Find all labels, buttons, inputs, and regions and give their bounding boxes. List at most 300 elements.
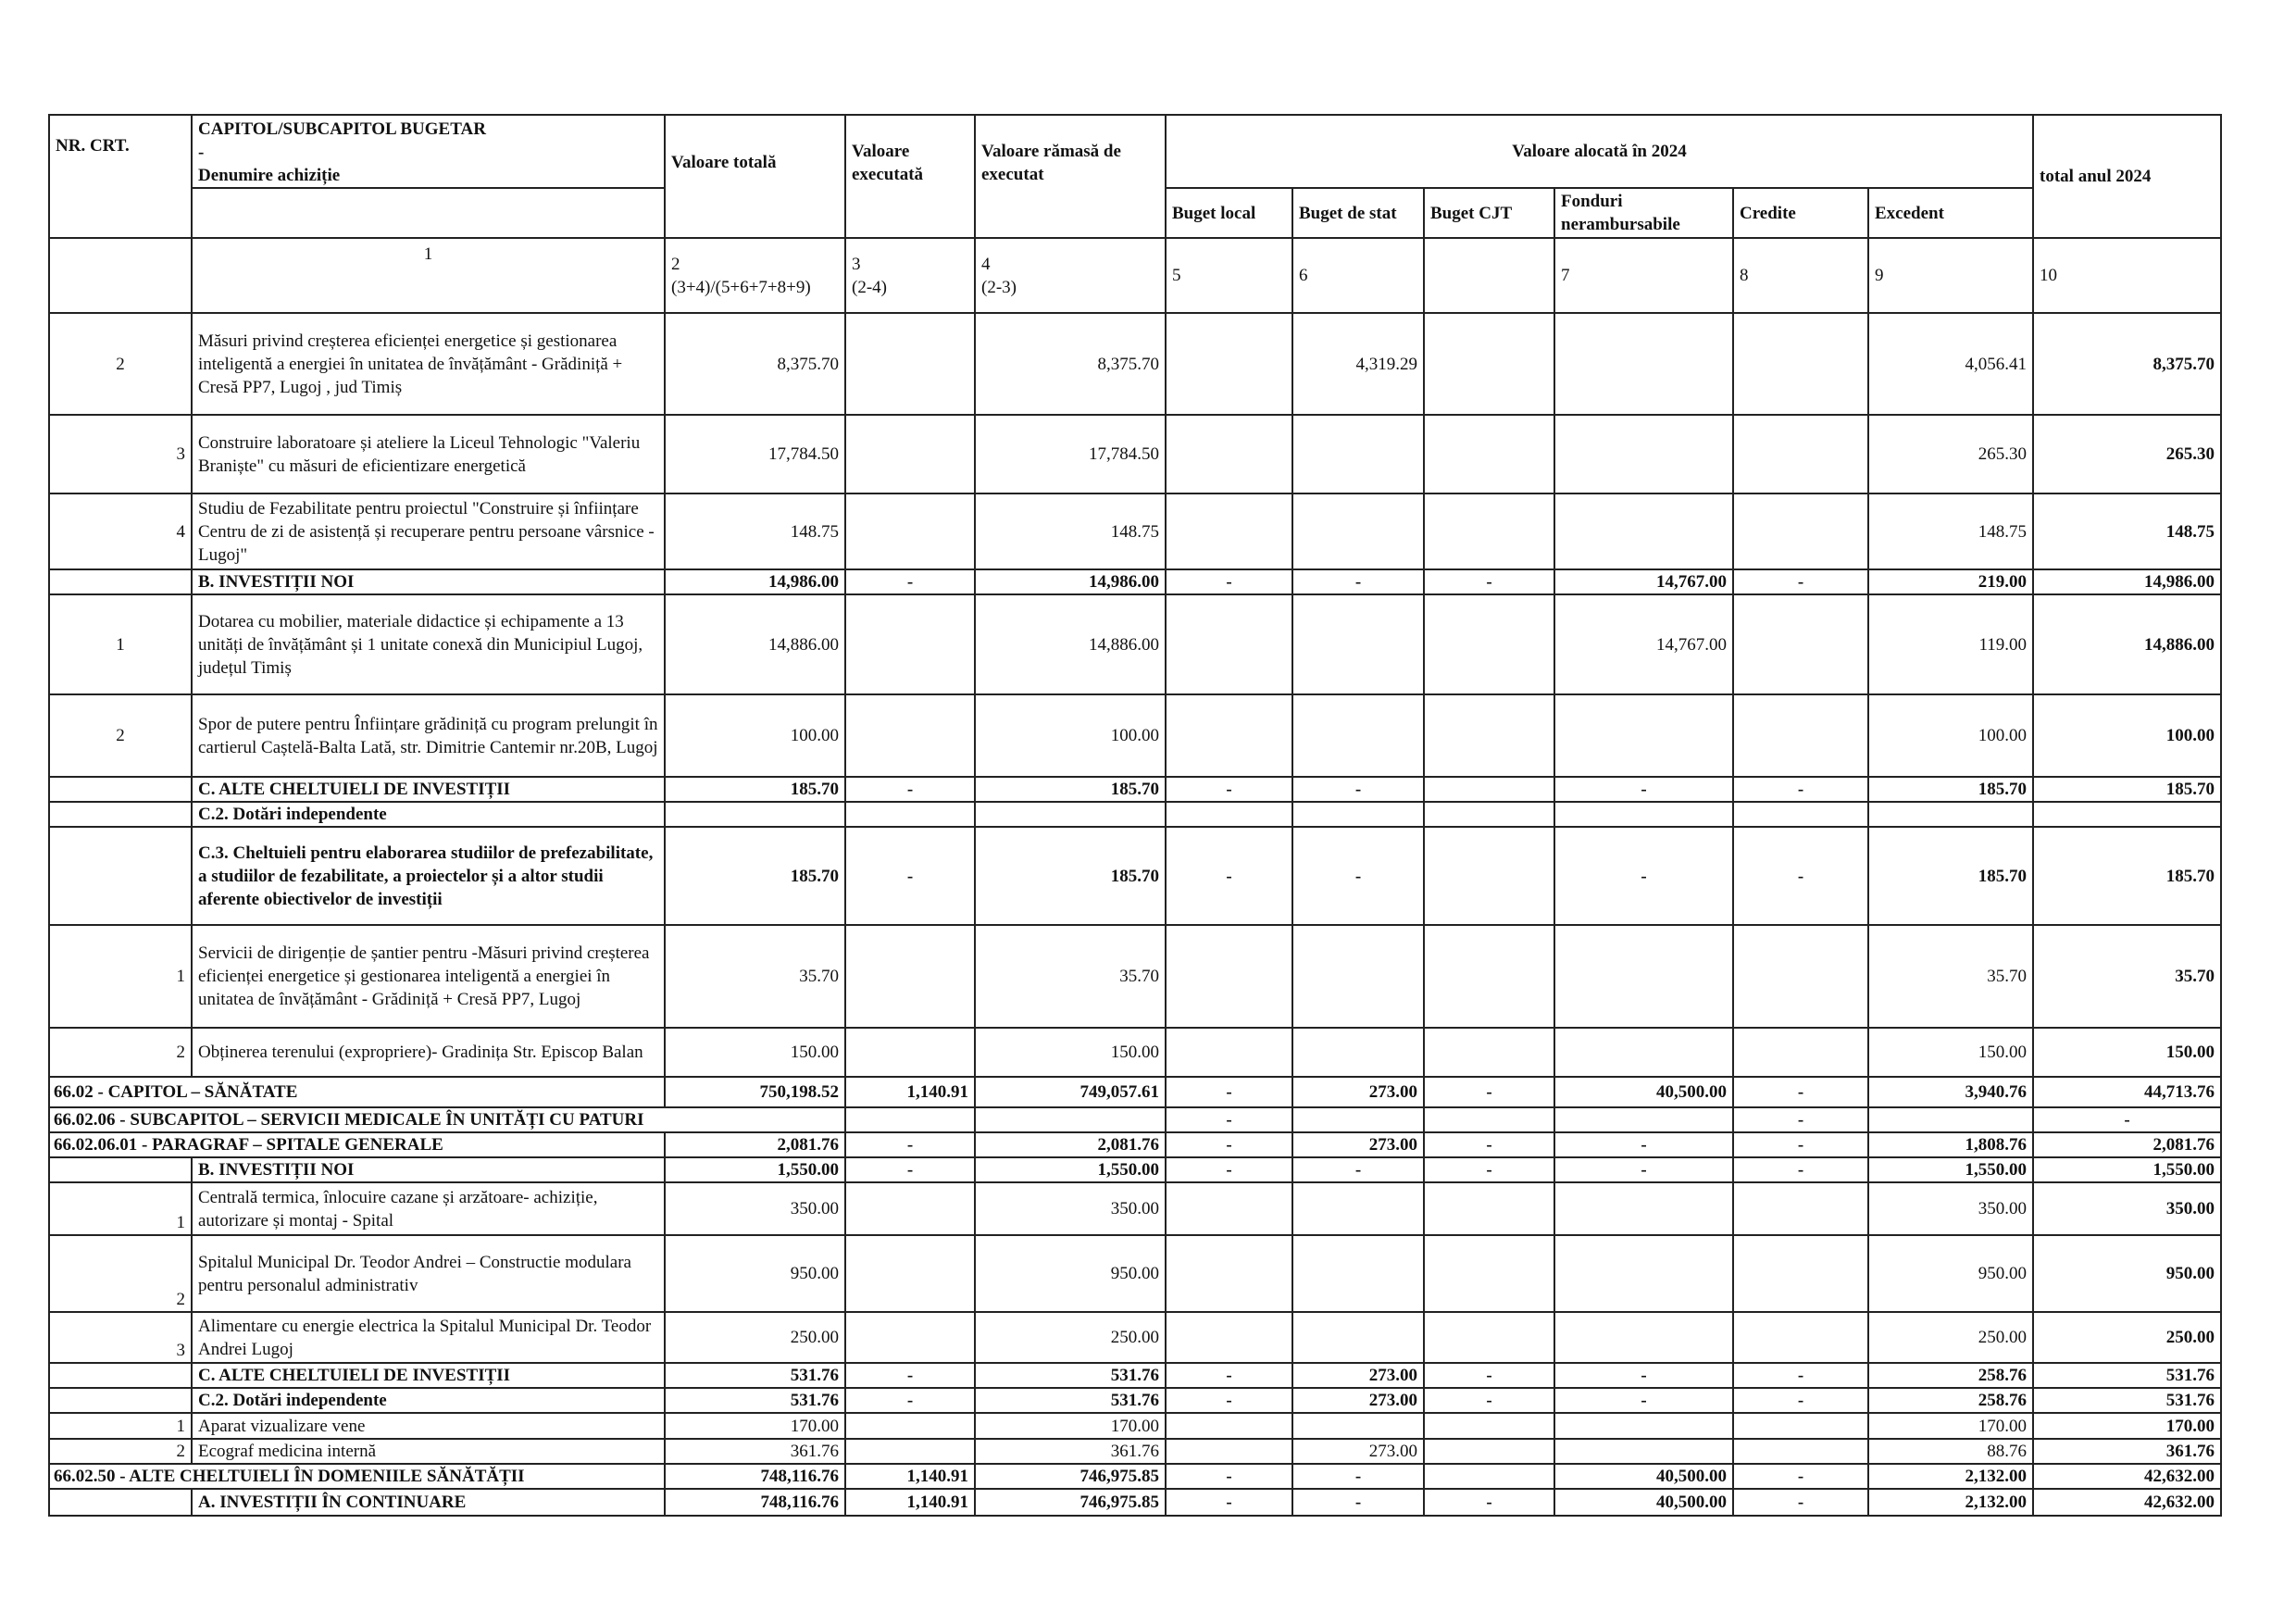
excedent-cell [1868,1028,2033,1077]
excedent-cell [1868,1413,2033,1439]
nr-crt-cell [49,1489,192,1516]
valoare-totala-cell [665,925,845,1028]
valoare-ramasa-cell-value: 531.76 [1110,1366,1159,1385]
credite-cell-value: - [1797,1135,1804,1155]
excedent-cell-value: 3,940.76 [1965,1082,2028,1102]
total-anul-2024-cell-value: 531.76 [2165,1391,2215,1410]
table-row [49,1413,2221,1439]
valoare-ramasa-cell [975,777,1166,802]
nr-crt-cell-value: 1 [176,1213,185,1232]
credite-cell [1733,1028,1868,1077]
buget-de-stat-cell [1292,1077,1424,1107]
buget-cjt-cell [1424,827,1554,925]
buget-local-cell [1166,313,1292,415]
valoare-ramasa-cell [975,1439,1166,1464]
valoare-ramasa-cell [975,1388,1166,1413]
buget-de-stat-cell [1292,493,1424,569]
fonduri-nerambursabile-cell [1554,802,1733,827]
buget-cjt-cell-value: - [1486,572,1492,592]
valoare-totala-cell [665,1413,845,1439]
credite-cell-value: - [1797,1110,1804,1130]
valoare-ramasa-cell [975,1413,1166,1439]
buget-cjt-cell [1424,493,1554,569]
valoare-totala-cell [665,777,845,802]
total-anul-2024-cell-value: 42,632.00 [2144,1493,2215,1512]
header-credite [1733,188,1868,238]
nr-crt-cell [49,415,192,493]
denumire-cell [192,694,665,777]
denumire-cell [192,313,665,415]
credite-cell [1733,1489,1868,1516]
buget-local-cell-value: - [1226,1467,1232,1486]
valoare-executata-cell [845,1363,975,1388]
fonduri-nerambursabile-cell [1554,777,1733,802]
nr-crt-cell [49,1413,192,1439]
fonduri-nerambursabile-cell [1554,1439,1733,1464]
denumire-cell-value: B. INVESTIȚII NOI [198,572,355,592]
total-anul-2024-cell-value: 265.30 [2165,444,2215,464]
fonduri-nerambursabile-cell [1554,1312,1733,1363]
buget-cjt-cell [1424,415,1554,493]
nr-crt-cell-value: 2 [176,1043,185,1062]
excedent-cell [1868,1157,2033,1182]
fonduri-nerambursabile-cell-value: 40,500.00 [1656,1082,1727,1102]
nr-crt-cell [49,1182,192,1235]
excedent-cell [1868,1107,2033,1132]
denumire-cell [192,1388,665,1413]
buget-local-cell [1166,1312,1292,1363]
table-row [49,1312,2221,1363]
buget-local-cell [1166,1132,1292,1157]
valoare-totala-cell [665,1439,845,1464]
credite-cell-value: - [1797,1160,1804,1180]
numbering-col5 [1166,238,1292,313]
nr-crt-cell [49,1028,192,1077]
total-anul-2024-cell [2033,802,2221,827]
excedent-cell-value: 148.75 [1978,521,2028,542]
valoare-executata-cell [845,1077,975,1107]
valoare-ramasa-cell [975,1028,1166,1077]
buget-de-stat-cell [1292,827,1424,925]
buget-de-stat-cell [1292,694,1424,777]
valoare-executata-cell [845,1464,975,1489]
denumire-cell-value: C.2. Dotări independente [198,1391,387,1410]
fonduri-nerambursabile-cell [1554,1413,1733,1439]
fonduri-nerambursabile-cell-value: 14,767.00 [1656,634,1727,655]
nr-crt-cell-value: 1 [176,967,185,986]
credite-cell [1733,827,1868,925]
header-valoare-alocata [1166,115,2033,188]
table-row [49,1439,2221,1464]
valoare-totala-cell [665,1028,845,1077]
fonduri-nerambursabile-cell-value: 40,500.00 [1656,1467,1727,1486]
excedent-cell-value: 185.70 [1978,780,2028,799]
buget-de-stat-cell [1292,415,1424,493]
buget-cjt-cell [1424,1413,1554,1439]
excedent-cell [1868,1489,2033,1516]
total-anul-2024-cell [2033,594,2221,694]
nr-crt-cell [49,827,192,925]
denumire-cell-value: C. ALTE CHELTUIELI DE INVESTIȚII [198,1366,511,1385]
valoare-totala-cell-value: 185.70 [790,780,839,799]
header-buget-local-label: Buget local [1172,203,1256,223]
total-anul-2024-cell-value: 42,632.00 [2144,1467,2215,1486]
buget-local-cell [1166,493,1292,569]
valoare-ramasa-cell-value: 749,057.61 [1079,1082,1159,1102]
excedent-cell [1868,1439,2033,1464]
total-anul-2024-cell [2033,1235,2221,1312]
valoare-executata-cell-value: - [906,1366,914,1385]
buget-de-stat-cell [1292,1157,1424,1182]
denumire-cell-value: Studiu de Fezabilitate pentru proiectul "Construire și înființare Centru de zi de asistență și recuperare pentru persoane vârsnice - Lugoj" [198,498,655,565]
buget-local-cell-value: - [1226,1160,1232,1180]
buget-de-stat-cell-value: 273.00 [1368,1135,1417,1155]
table-row [49,1107,2221,1132]
header-capitol-line1: CAPITOL/SUBCAPITOL BUGETAR [198,119,486,139]
numbering-col8-label: 8 [1740,266,1749,285]
numbering-col9 [1868,238,2033,313]
excedent-cell [1868,1077,2033,1107]
buget-cjt-cell-value: - [1486,1366,1492,1385]
fonduri-nerambursabile-cell [1554,1157,1733,1182]
numbering-col3-b: (2-4) [852,277,887,297]
total-anul-2024-cell-value: - [2124,1110,2130,1130]
fonduri-nerambursabile-cell [1554,1107,1733,1132]
valoare-totala-cell-value: 8,375.70 [777,354,839,374]
buget-de-stat-cell-value: 273.00 [1368,1391,1417,1410]
section-title-cell-value: 66.02.06.01 - PARAGRAF – SPITALE GENERALE [54,1135,443,1155]
buget-local-cell-value: - [1226,1110,1232,1130]
buget-local-cell [1166,1107,1292,1132]
fonduri-nerambursabile-cell [1554,569,1733,594]
total-anul-2024-cell [2033,925,2221,1028]
section-title-cell [49,1077,665,1107]
valoare-ramasa-cell [975,827,1166,925]
valoare-executata-cell [845,1413,975,1439]
section-title-cell-value: 66.02.50 - ALTE CHELTUIELI ÎN DOMENIILE SĂNĂTĂȚII [54,1467,525,1486]
total-anul-2024-cell-value: 361.76 [2165,1442,2215,1461]
fonduri-nerambursabile-cell-value: - [1641,1135,1647,1155]
valoare-totala-cell [665,415,845,493]
header-buget-de-stat-label: Buget de stat [1299,203,1397,223]
excedent-cell-value: 119.00 [1978,634,2028,655]
credite-cell [1733,925,1868,1028]
budget-table [48,114,2222,1517]
excedent-cell-value: 2,132.00 [1965,1467,2028,1486]
valoare-totala-cell-value: 17,784.50 [768,444,839,464]
total-anul-2024-cell-value: 950.00 [2165,1264,2215,1283]
buget-local-cell-value: - [1226,1082,1232,1102]
excedent-cell [1868,1388,2033,1413]
header-buget-local [1166,188,1292,238]
total-anul-2024-cell [2033,1132,2221,1157]
valoare-executata-cell [845,827,975,925]
total-anul-2024-cell [2033,1028,2221,1077]
excedent-cell-value: 265.30 [1978,444,2028,464]
total-anul-2024-cell-value: 35.70 [2175,967,2215,986]
denumire-cell [192,415,665,493]
total-anul-2024-cell [2033,415,2221,493]
valoare-executata-cell-value: - [906,780,914,799]
buget-de-stat-cell-value: 273.00 [1368,1082,1417,1102]
valoare-ramasa-cell [975,694,1166,777]
valoare-ramasa-cell [975,1182,1166,1235]
denumire-cell [192,1489,665,1516]
denumire-cell-value: C. ALTE CHELTUIELI DE INVESTIȚII [198,780,511,799]
valoare-ramasa-cell-value: 170.00 [1110,1416,1159,1436]
valoare-ramasa-cell-value: 100.00 [1110,726,1159,745]
valoare-ramasa-cell [975,1464,1166,1489]
valoare-ramasa-cell-value: 250.00 [1110,1328,1159,1347]
numbering-col5-label: 5 [1172,266,1181,285]
credite-cell [1733,1413,1868,1439]
denumire-cell-value: Aparat vizualizare vene [198,1416,366,1436]
numbering-col4-b: (2-3) [981,277,1017,297]
denumire-cell-value: Servicii de dirigenție de șantier pentru -Măsuri privind creșterea eficienței energetice și gestionarea inteligentă a energiei în unitatea de învățământ - Grădiniță + Cresă PP7, Lugoj [198,943,650,1009]
credite-cell [1733,569,1868,594]
valoare-totala-cell-value: 185.70 [790,866,839,886]
valoare-totala-cell-value: 748,116.76 [760,1493,839,1512]
header-nr-crt-label: NR. CRT. [56,136,130,156]
credite-cell [1733,1182,1868,1235]
fonduri-nerambursabile-cell [1554,594,1733,694]
credite-cell-value: - [1797,1493,1804,1512]
nr-crt-cell [49,802,192,827]
buget-cjt-cell [1424,1157,1554,1182]
total-anul-2024-cell-value: 250.00 [2165,1328,2215,1347]
total-anul-2024-cell [2033,1413,2221,1439]
valoare-executata-cell-value: - [906,1160,914,1180]
valoare-totala-cell [665,1388,845,1413]
fonduri-nerambursabile-cell [1554,827,1733,925]
section-title-cell-value: 66.02 - CAPITOL – SĂNĂTATE [54,1082,298,1102]
section-title-cell [49,1132,665,1157]
valoare-totala-cell [665,1182,845,1235]
nr-crt-cell [49,1388,192,1413]
valoare-totala-cell-value: 250.00 [790,1328,839,1347]
buget-de-stat-cell-value: - [1354,780,1362,799]
fonduri-nerambursabile-cell [1554,1235,1733,1312]
valoare-executata-cell [845,1312,975,1363]
total-anul-2024-cell-value: 14,886.00 [2144,634,2215,655]
excedent-cell [1868,493,2033,569]
table-row [49,925,2221,1028]
buget-local-cell [1166,1157,1292,1182]
total-anul-2024-cell-value: 8,375.70 [2152,354,2215,374]
buget-de-stat-cell-value: - [1354,866,1362,886]
header-total-anul [2033,115,2221,238]
excedent-cell [1868,1312,2033,1363]
denumire-cell [192,802,665,827]
valoare-totala-cell-value: 170.00 [790,1416,839,1436]
excedent-cell-value: 150.00 [1978,1043,2028,1062]
buget-de-stat-cell [1292,777,1424,802]
table-row [49,1077,2221,1107]
nr-crt-cell-value: 3 [176,444,185,464]
total-anul-2024-cell-value: 100.00 [2165,726,2215,745]
buget-cjt-cell-value: - [1486,1135,1492,1155]
buget-cjt-cell [1424,1363,1554,1388]
table-row [49,694,2221,777]
valoare-totala-cell [665,594,845,694]
fonduri-nerambursabile-cell [1554,925,1733,1028]
credite-cell [1733,1157,1868,1182]
valoare-totala-cell-value: 148.75 [790,521,839,542]
fonduri-nerambursabile-cell [1554,694,1733,777]
header-valoare-executata-label: Valoare executată [852,141,924,184]
buget-de-stat-cell [1292,569,1424,594]
numbering-col4 [975,238,1166,313]
buget-local-cell [1166,1363,1292,1388]
numbering-col3-a: 3 [852,254,861,274]
table-row [49,594,2221,694]
buget-cjt-cell [1424,694,1554,777]
buget-local-cell-value: - [1226,1135,1232,1155]
buget-local-cell [1166,802,1292,827]
valoare-ramasa-cell [975,594,1166,694]
valoare-executata-cell [845,1132,975,1157]
denumire-cell [192,777,665,802]
valoare-ramasa-cell-value: 185.70 [1110,866,1159,886]
valoare-totala-cell [665,1132,845,1157]
buget-local-cell [1166,594,1292,694]
total-anul-2024-cell-value: 170.00 [2165,1416,2215,1436]
buget-local-cell [1166,694,1292,777]
valoare-totala-cell-value: 748,116.76 [760,1467,839,1486]
buget-de-stat-cell [1292,1363,1424,1388]
numbering-col2-b: (3+4)/(5+6+7+8+9) [671,277,811,297]
buget-local-cell-value: - [1226,572,1232,592]
fonduri-nerambursabile-cell-value: - [1641,1391,1647,1410]
valoare-ramasa-cell-value: 746,975.85 [1079,1493,1159,1512]
valoare-ramasa-cell-value: 185.70 [1110,780,1159,799]
excedent-cell [1868,415,2033,493]
credite-cell [1733,1464,1868,1489]
buget-local-cell [1166,777,1292,802]
valoare-totala-cell-value: 2,081.76 [777,1135,839,1155]
credite-cell [1733,1363,1868,1388]
denumire-cell [192,569,665,594]
excedent-cell [1868,827,2033,925]
valoare-executata-cell-value: - [906,1135,914,1155]
total-anul-2024-cell [2033,777,2221,802]
buget-cjt-cell [1424,313,1554,415]
valoare-executata-cell [845,1489,975,1516]
valoare-executata-cell [845,493,975,569]
excedent-cell-value: 219.00 [1978,572,2028,592]
total-anul-2024-cell [2033,1077,2221,1107]
numbering-col10-label: 10 [2040,266,2058,285]
valoare-totala-cell-value: 350.00 [790,1199,839,1218]
buget-cjt-cell [1424,925,1554,1028]
total-anul-2024-cell-value: 150.00 [2165,1043,2215,1062]
credite-cell [1733,1312,1868,1363]
valoare-ramasa-cell [975,1107,1166,1132]
denumire-cell [192,594,665,694]
nr-crt-cell-value: 2 [116,354,125,374]
fonduri-nerambursabile-cell-value: - [1641,1160,1647,1180]
buget-local-cell [1166,1028,1292,1077]
credite-cell [1733,1077,1868,1107]
total-anul-2024-cell-value: 44,713.76 [2144,1082,2215,1102]
buget-de-stat-cell [1292,925,1424,1028]
valoare-totala-cell [665,569,845,594]
nr-crt-cell [49,1312,192,1363]
buget-de-stat-cell [1292,1413,1424,1439]
buget-cjt-cell [1424,1107,1554,1132]
buget-cjt-cell [1424,1464,1554,1489]
header-total-anul-label: total anul 2024 [2040,167,2152,186]
excedent-cell [1868,594,2033,694]
buget-local-cell [1166,1235,1292,1312]
denumire-cell [192,1157,665,1182]
buget-de-stat-cell [1292,1235,1424,1312]
valoare-totala-cell-value: 14,986.00 [768,572,839,592]
table-row [49,569,2221,594]
buget-cjt-cell [1424,569,1554,594]
header-valoare-totala [665,115,845,238]
valoare-ramasa-cell [975,1235,1166,1312]
valoare-executata-cell-value: - [906,1391,914,1410]
valoare-executata-cell [845,1235,975,1312]
denumire-cell [192,1439,665,1464]
numbering-col4-a: 4 [981,254,991,274]
total-anul-2024-cell-value: 350.00 [2165,1199,2215,1218]
excedent-cell [1868,777,2033,802]
valoare-executata-cell-value: - [906,572,914,592]
total-anul-2024-cell [2033,313,2221,415]
denumire-cell-value: Obținerea terenului (expropriere)- Gradinița Str. Episcop Balan [198,1043,643,1062]
valoare-executata-cell-value: 1,140.91 [906,1082,968,1102]
valoare-ramasa-cell [975,415,1166,493]
valoare-executata-cell [845,694,975,777]
credite-cell [1733,1107,1868,1132]
header-buget-de-stat [1292,188,1424,238]
credite-cell [1733,1388,1868,1413]
valoare-totala-cell-value: 531.76 [790,1366,839,1385]
fonduri-nerambursabile-cell [1554,415,1733,493]
nr-crt-cell-value: 3 [176,1341,185,1360]
valoare-executata-cell [845,925,975,1028]
numbering-cjt [1424,238,1554,313]
valoare-executata-cell [845,1182,975,1235]
section-title-cell [49,1107,845,1132]
buget-de-stat-cell [1292,1439,1424,1464]
buget-de-stat-cell [1292,1464,1424,1489]
valoare-totala-cell-value: 531.76 [790,1391,839,1410]
valoare-totala-cell-value: 1,550.00 [777,1160,839,1180]
valoare-ramasa-cell [975,802,1166,827]
credite-cell [1733,594,1868,694]
buget-cjt-cell [1424,1235,1554,1312]
denumire-cell-value: A. INVESTIȚII ÎN CONTINUARE [198,1493,467,1512]
buget-local-cell [1166,569,1292,594]
numbering-col9-label: 9 [1875,266,1884,285]
excedent-cell-value: 2,132.00 [1965,1493,2028,1512]
excedent-cell-value: 4,056.41 [1965,354,2028,374]
valoare-executata-cell [845,1388,975,1413]
total-anul-2024-cell [2033,1157,2221,1182]
buget-cjt-cell [1424,777,1554,802]
buget-local-cell [1166,1439,1292,1464]
total-anul-2024-cell [2033,1489,2221,1516]
excedent-cell-value: 185.70 [1978,866,2028,886]
valoare-ramasa-cell [975,1489,1166,1516]
total-anul-2024-cell-value: 148.75 [2165,521,2215,542]
buget-local-cell-value: - [1226,1493,1232,1512]
buget-de-stat-cell [1292,802,1424,827]
nr-crt-cell [49,313,192,415]
